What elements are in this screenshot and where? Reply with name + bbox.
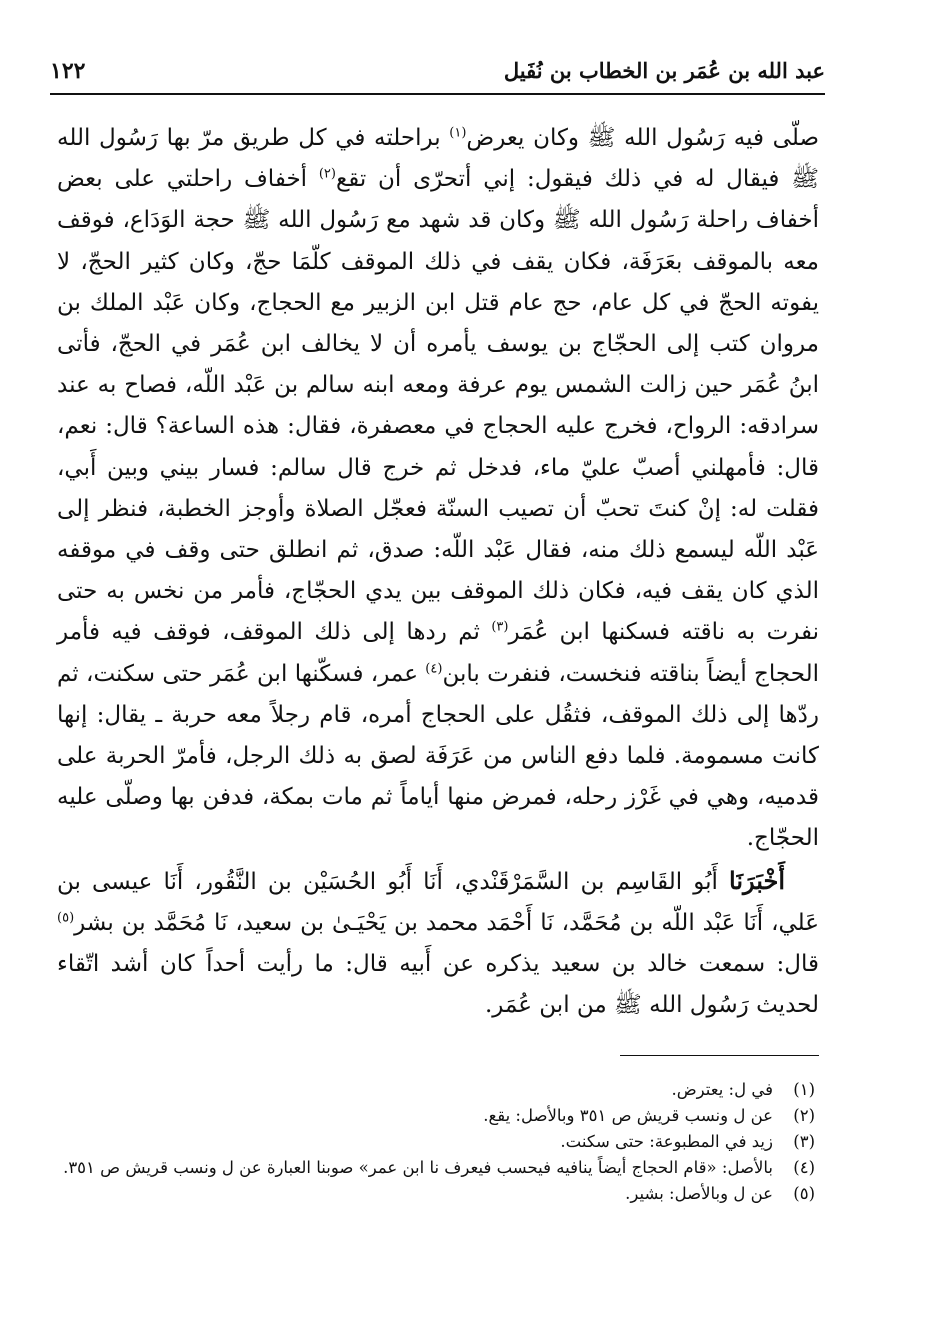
lead-word: أَخْبَرَنَا	[729, 865, 785, 895]
footnote-ref-2: (٢)	[318, 166, 336, 182]
paragraph-2	[57, 860, 819, 1027]
footnote-separator	[620, 1055, 819, 1056]
footnote-number: (٣)	[793, 1132, 815, 1151]
footnote-item	[57, 1156, 815, 1180]
footnote-text: عن ل وبالأصل: بشير.	[625, 1184, 773, 1203]
footnote-item	[57, 1182, 815, 1206]
footnote-item	[57, 1130, 815, 1154]
footnote-item	[57, 1078, 815, 1102]
text-run: عمر، فسكّنها ابن عُمَر حتى سكنت، ثم ردّها إلى ذلك الموقف، فثقُل على الحجاج أمره، قام رجلاً معه حربة ـ يقال: إنها كانت مسمومة. فلما دفع الناس من عَرَفَة لصق به ذلك الرجل، فأمرّ الحربة على قدميه، وهي في غَرْز رحله، فمرض منها أياماً ثم مات بمكة، فدفن بها وصلّى عليه الحجّاج.	[57, 660, 819, 852]
footnote-number: (٥)	[793, 1184, 815, 1203]
footnote-text: في ل: يعترض.	[671, 1080, 773, 1099]
footnote-ref-4: (٤)	[425, 660, 443, 676]
header-rule	[50, 93, 825, 95]
footnote-ref-3: (٣)	[491, 619, 509, 635]
footnote-item	[57, 1104, 815, 1128]
paragraph-1	[57, 118, 819, 860]
footnote-text: زيد في المطبوعة: حتى سكنت.	[560, 1132, 773, 1151]
footnote-ref-5: (٥)	[57, 910, 75, 926]
text-run: ثم ردها إلى ذلك الموقف، فوقف فيه فأمر الحجاج أيضاً بناقته فنخست، فنفرت بابن	[57, 619, 820, 687]
text-run: أَبُو القَاسِم بن السَّمَرْقَنْدي، أَنَا أَبُو الحُسَيْن بن النَّقُور، أَنَا عيسى بن عَلي، أَنَا عَبْد اللّه بن مُحَمَّد، نَا أَحْمَد محمد بن يَحْيَـىٰ بن سعيد، نَا مُحَمَّد بن بشر	[57, 868, 819, 936]
main-text	[57, 118, 819, 1026]
text-run: صلّى فيه رَسُول الله ﷺ وكان يعرض	[466, 125, 819, 151]
text-run: أخفاف راحلتي على بعض أخفاف راحلة رَسُول الله ﷺ وكان قد شهد مع رَسُول الله ﷺ حجة الوَدَاع، فوقف معه بالموقف بعَرَفَة، فكان يقف في ذلك الموقف كلّمَا حجّ، وكان كثير الحجّ، لا يفوته الحجّ في كل عام، حج عام قتل ابن الزبير مع الحجاج، وكان عَبْد الملك بن مروان كتب إلى الحجّاج بن يوسف يأمره أن لا يخالف ابن عُمَر في الحجّ، فأتى ابنُ عُمَر حين زالت الشمس يوم عرفة ومعه ابنه سالم بن عَبْد اللّه، فصاح به عند سرادقه: الرواح، فخرج عليه الحجاج في معصفرة، فقال: هذه الساعة؟ قال: نعم، قال: فأمهلني أصبّ عليّ ماء، فدخل ثم خرج قال سالم: فسار بيني وبين أَبي، فقلت له: إنْ كنتَ تحبّ أن تصيب السنّة فعجّل الصلاة وأوجز الخطبة، فنظر إلى عَبْد اللّه ليسمع ذلك منه، فقال عَبْد اللّه: صدق، ثم انطلق حتى وقف في موقفه الذي كان يقف فيه، فكان ذلك الموقف بين يدي الحجّاج، فأمر من نخس به حتى نفرت به ناقته فسكنها ابن عُمَر	[57, 166, 819, 646]
footnote-text: بالأصل: «قام الحجاج أيضاً ينافيه فيحسب فيعرف نا ابن عمر» صوبنا العبارة عن ل ونسب قريش ص ٣٥١.	[63, 1158, 773, 1177]
footnote-number: (٢)	[793, 1106, 815, 1125]
text-run: قال: سمعت خالد بن سعيد يذكره عن أَبيه قال: ما رأيت أحداً كان أشد اتّقاء لحديث رَسُول الله ﷺ من ابن عُمَر.	[57, 951, 819, 1019]
text-run: براحلته في كل طريق مرّ بها رَسُول الله ﷺ فيقال له في ذلك فيقول: إني أتحرّى أن تقع	[57, 125, 819, 193]
footnotes	[57, 1078, 815, 1208]
running-header	[50, 58, 825, 94]
page-number: ١٢٢	[50, 58, 86, 84]
footnote-ref-1: (١)	[449, 125, 467, 141]
header-title: عبد الله بن عُمَر بن الخطاب بن نُفَيل	[503, 58, 825, 83]
footnote-number: (١)	[793, 1080, 815, 1099]
footnote-number: (٤)	[793, 1158, 815, 1177]
footnote-text: عن ل ونسب قريش ص ٣٥١ وبالأصل: يقع.	[483, 1106, 773, 1125]
